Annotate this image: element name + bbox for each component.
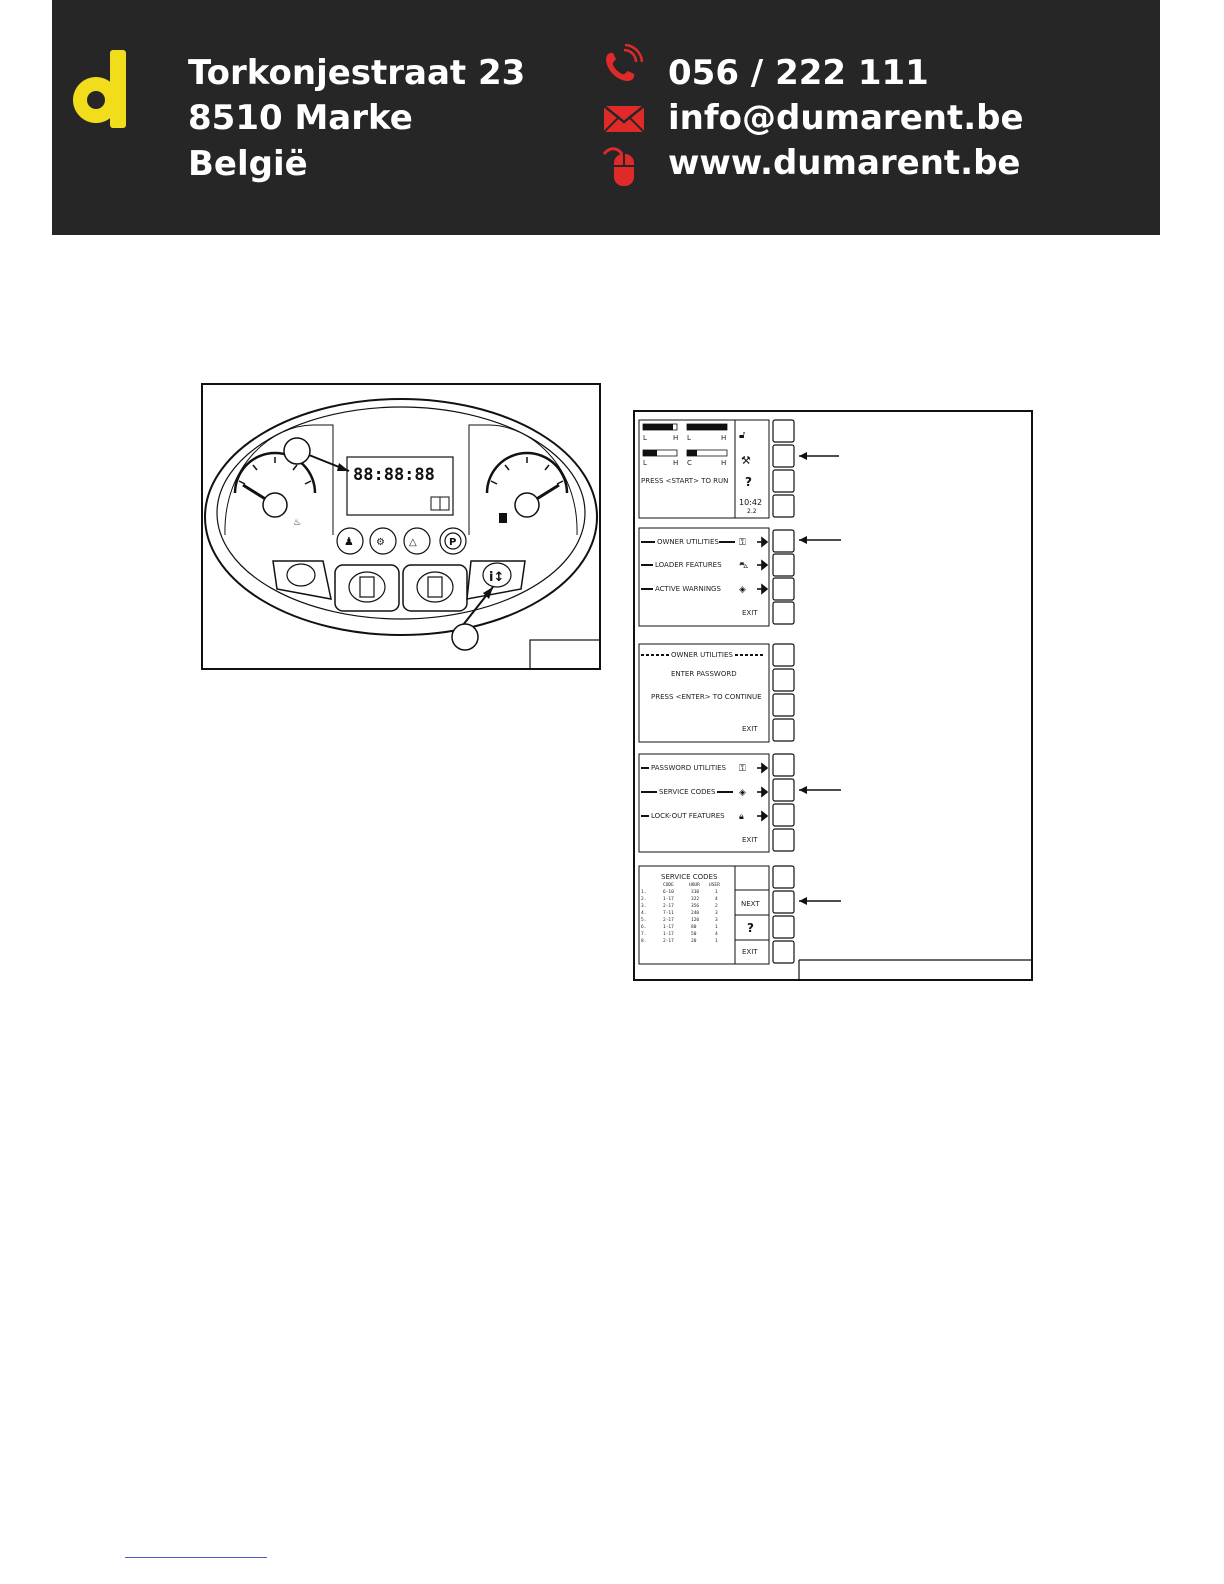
service-code-cell: 20 [691, 939, 697, 944]
lcd-readout: 88:88:88 [353, 465, 435, 485]
service-code-cell: 2-17 [663, 918, 674, 923]
address-city: 8510 Marke [188, 98, 413, 138]
svg-text:⚙: ⚙ [376, 537, 385, 548]
service-code-cell: 50 [691, 932, 697, 937]
phone-icon [600, 44, 646, 84]
key-icon: ⚿ [739, 764, 746, 774]
enter-password-label: ENTER PASSWORD [671, 670, 737, 678]
svg-text:i↕: i↕ [489, 570, 505, 585]
hammer-icon: ⚒ [741, 454, 751, 467]
mail-icon [602, 100, 648, 140]
address-street: Torkonjestraat 23 [188, 53, 526, 93]
menu-loader-features: LOADER FEATURES [655, 561, 722, 569]
screen3-title: OWNER UTILITIES [671, 651, 733, 659]
screen5-exit: EXIT [742, 948, 758, 956]
key-icon: ⚿ [739, 538, 746, 548]
gauge-label-h3: H [673, 459, 679, 467]
brand-logo-icon [70, 38, 130, 138]
service-code-cell: 5. [641, 918, 647, 923]
service-code-cell: 80 [691, 925, 697, 930]
instrument-panel-figure [201, 383, 601, 670]
service-code-cell: 356 [691, 904, 700, 909]
gauge-label-l1: L [643, 434, 647, 442]
service-code-cell: 8. [641, 939, 647, 944]
instrument-panel-drawing [203, 385, 599, 668]
col-code: CODE [663, 883, 674, 888]
service-code-cell: 310 [691, 890, 700, 895]
gauge-label-c4: C [687, 459, 692, 467]
phone-number[interactable]: 056 / 222 111 [668, 53, 929, 93]
service-code-cell: 240 [691, 911, 700, 916]
svg-text:△: △ [409, 537, 417, 548]
service-code-cell: 2 [715, 904, 718, 909]
footer-link-underline[interactable] [125, 1557, 267, 1558]
email-link[interactable]: info@dumarent.be [668, 98, 1024, 138]
service-code-cell: 4 [715, 932, 718, 937]
gauge-label-l3: L [643, 459, 647, 467]
service-code-cell: 6. [641, 925, 647, 930]
service-code-cell: 3 [715, 911, 718, 916]
lock-icon: 🔓︎ [739, 430, 746, 441]
warning-icon: ◈ [739, 788, 746, 798]
screen3-exit: EXIT [742, 725, 758, 733]
service-code-cell: 1 [715, 890, 718, 895]
service-code-cell: 1 [715, 939, 718, 944]
clock-sub: 2.2 [747, 508, 757, 515]
gauge-label-h4: H [721, 459, 727, 467]
screen1-prompt: PRESS <START> TO RUN [641, 477, 729, 485]
gauge-label-h2: H [721, 434, 727, 442]
help-icon: ? [745, 475, 752, 489]
service-code-cell: 4. [641, 911, 647, 916]
service-code-cell: 1-17 [663, 925, 674, 930]
help-button-label: ? [747, 921, 754, 935]
service-code-cell: 7. [641, 932, 647, 937]
service-code-cell: 1-17 [663, 932, 674, 937]
menu-owner-utilities: OWNER UTILITIES [657, 538, 719, 546]
gauge-label-h1: H [673, 434, 679, 442]
padlock-icon: 🔒︎ [739, 812, 744, 822]
service-code-cell: 3 [715, 918, 718, 923]
service-code-cell: 2-17 [663, 904, 674, 909]
press-enter-label: PRESS <ENTER> TO CONTINUE [651, 693, 762, 701]
loader-icon: ⛍ [739, 561, 749, 571]
service-code-cell: 2. [641, 897, 647, 902]
svg-text:P: P [449, 537, 457, 548]
screen2-exit: EXIT [742, 609, 758, 617]
service-code-cell: 120 [691, 918, 700, 923]
warning-icon: ◈ [739, 585, 746, 595]
screen4-exit: EXIT [742, 836, 758, 844]
menu-password-utilities: PASSWORD UTILITIES [651, 764, 726, 772]
clock-readout: 10:42 [739, 498, 763, 507]
service-codes-title: SERVICE CODES [661, 873, 718, 881]
col-user: USER [709, 883, 720, 888]
service-code-cell: 6-10 [663, 890, 674, 895]
mouse-icon [600, 144, 646, 188]
service-code-cell: 3. [641, 904, 647, 909]
service-code-cell: 7-11 [663, 911, 674, 916]
next-button-label: NEXT [741, 900, 760, 908]
svg-text:♟: ♟ [344, 535, 354, 548]
col-hour: HOUR [689, 883, 700, 888]
service-code-cell: 1-17 [663, 897, 674, 902]
service-code-cell: 1. [641, 890, 647, 895]
display-screens-drawing [635, 412, 1031, 979]
service-code-cell: 1 [715, 925, 718, 930]
address-country: België [188, 144, 308, 184]
website-link[interactable]: www.dumarent.be [668, 143, 1021, 183]
menu-active-warnings: ACTIVE WARNINGS [655, 585, 721, 593]
menu-lockout-features: LOCK-OUT FEATURES [651, 812, 725, 820]
service-code-cell: 322 [691, 897, 700, 902]
gauge-label-l2: L [687, 434, 691, 442]
service-code-cell: 2-17 [663, 939, 674, 944]
display-screens-figure [633, 410, 1033, 981]
service-code-cell: 4 [715, 897, 718, 902]
menu-service-codes: SERVICE CODES [659, 788, 716, 796]
svg-text:♨: ♨ [293, 518, 302, 528]
